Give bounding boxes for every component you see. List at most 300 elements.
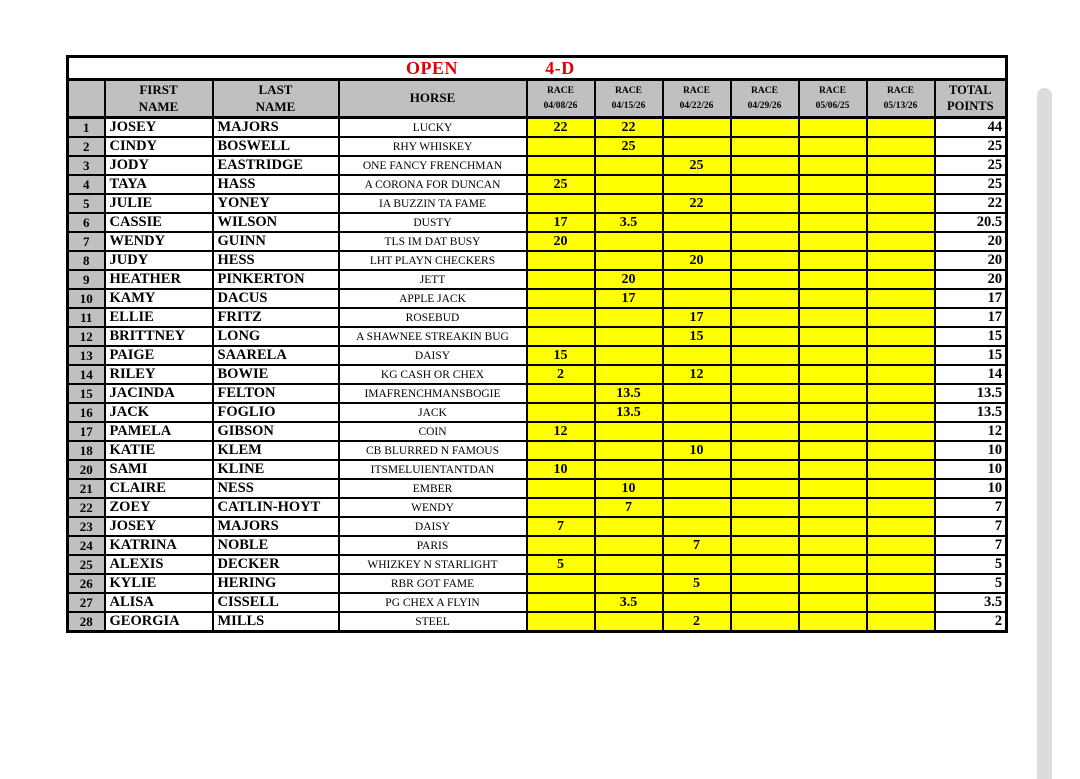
race-points-cell xyxy=(663,270,731,289)
race-points-cell xyxy=(731,232,799,251)
race-points-cell: 13.5 xyxy=(595,403,663,422)
horse-cell: PARIS xyxy=(339,536,527,555)
race-points-cell xyxy=(527,536,595,555)
table-row xyxy=(68,593,1007,612)
last-name-cell: YONEY xyxy=(213,194,339,213)
first-name-cell: JACINDA xyxy=(105,384,213,403)
race-points-cell xyxy=(799,441,867,460)
horse-cell: A CORONA FOR DUNCAN xyxy=(339,175,527,194)
race-points-cell xyxy=(731,175,799,194)
table-row xyxy=(68,403,1007,422)
race-points-cell xyxy=(731,403,799,422)
last-name-cell: HESS xyxy=(213,251,339,270)
race-points-cell: 10 xyxy=(663,441,731,460)
race-points-cell xyxy=(867,479,935,498)
race-points-cell: 13.5 xyxy=(595,384,663,403)
row-number-cell: 22 xyxy=(68,498,105,517)
table-row xyxy=(68,232,1007,251)
race-points-cell xyxy=(731,137,799,156)
race-points-cell: 12 xyxy=(663,365,731,384)
race-points-cell xyxy=(799,156,867,175)
race-points-cell xyxy=(663,289,731,308)
race-points-cell xyxy=(799,403,867,422)
row-number-cell: 3 xyxy=(68,156,105,175)
race-points-cell xyxy=(799,251,867,270)
row-number-cell: 23 xyxy=(68,517,105,536)
horse-cell: IA BUZZIN TA FAME xyxy=(339,194,527,213)
table-row xyxy=(68,175,1007,194)
race-points-cell xyxy=(663,593,731,612)
horse-cell: LHT PLAYN CHECKERS xyxy=(339,251,527,270)
race-points-cell xyxy=(595,422,663,441)
race-points-cell xyxy=(663,422,731,441)
race-points-cell xyxy=(799,498,867,517)
table-row xyxy=(68,156,1007,175)
table-row xyxy=(68,194,1007,213)
race-points-cell xyxy=(799,612,867,632)
row-number-cell: 4 xyxy=(68,175,105,194)
row-number-cell: 1 xyxy=(68,118,105,138)
race-points-cell: 17 xyxy=(663,308,731,327)
horse-cell: STEEL xyxy=(339,612,527,632)
race-points-cell xyxy=(799,517,867,536)
race-points-cell xyxy=(663,555,731,574)
first-name-cell: ZOEY xyxy=(105,498,213,517)
first-name-cell: CINDY xyxy=(105,137,213,156)
horse-cell: DAISY xyxy=(339,517,527,536)
race-points-cell xyxy=(867,118,935,138)
table-row xyxy=(68,536,1007,555)
total-points-cell: 12 xyxy=(935,422,1007,441)
first-name-cell: JOSEY xyxy=(105,118,213,138)
total-points-cell: 17 xyxy=(935,308,1007,327)
race-points-cell xyxy=(527,308,595,327)
total-points-cell: 15 xyxy=(935,346,1007,365)
race-points-cell xyxy=(799,232,867,251)
race-points-cell xyxy=(663,175,731,194)
table-row xyxy=(68,346,1007,365)
row-number-cell: 2 xyxy=(68,137,105,156)
race-points-cell xyxy=(799,460,867,479)
first-name-cell: JUDY xyxy=(105,251,213,270)
race-points-cell xyxy=(867,422,935,441)
row-number-cell: 28 xyxy=(68,612,105,632)
race-points-cell xyxy=(663,517,731,536)
header-race-3: RACE 04/22/26 xyxy=(663,80,731,118)
last-name-cell: KLEM xyxy=(213,441,339,460)
race-points-cell: 7 xyxy=(595,498,663,517)
horse-cell: IMAFRENCHMANSBOGIE xyxy=(339,384,527,403)
table-row xyxy=(68,479,1007,498)
race-points-cell: 25 xyxy=(595,137,663,156)
race-points-cell: 25 xyxy=(663,156,731,175)
horse-cell: A SHAWNEE STREAKIN BUG xyxy=(339,327,527,346)
total-points-cell: 20 xyxy=(935,270,1007,289)
horse-cell: TLS IM DAT BUSY xyxy=(339,232,527,251)
last-name-cell: FOGLIO xyxy=(213,403,339,422)
race-points-cell xyxy=(867,536,935,555)
total-points-cell: 20 xyxy=(935,232,1007,251)
table-row xyxy=(68,213,1007,232)
header-race-2: RACE 04/15/26 xyxy=(595,80,663,118)
row-number-cell: 12 xyxy=(68,327,105,346)
race-points-cell xyxy=(595,536,663,555)
race-points-cell xyxy=(731,213,799,232)
last-name-cell: FRITZ xyxy=(213,308,339,327)
race-points-cell xyxy=(867,137,935,156)
table-row xyxy=(68,270,1007,289)
race-points-cell xyxy=(731,384,799,403)
row-number-cell: 27 xyxy=(68,593,105,612)
horse-cell: DUSTY xyxy=(339,213,527,232)
horse-cell: KG CASH OR CHEX xyxy=(339,365,527,384)
header-total-points: TOTAL POINTS xyxy=(935,80,1007,118)
last-name-cell: KLINE xyxy=(213,460,339,479)
race-points-cell xyxy=(527,137,595,156)
race-points-cell xyxy=(867,612,935,632)
row-number-cell: 6 xyxy=(68,213,105,232)
last-name-cell: EASTRIDGE xyxy=(213,156,339,175)
points-table xyxy=(66,55,1008,633)
race-points-cell xyxy=(595,460,663,479)
race-points-cell xyxy=(731,327,799,346)
race-points-cell xyxy=(731,555,799,574)
race-points-cell: 20 xyxy=(595,270,663,289)
race-points-cell xyxy=(595,555,663,574)
last-name-cell: HASS xyxy=(213,175,339,194)
race-points-cell xyxy=(867,213,935,232)
race-points-cell xyxy=(595,612,663,632)
race-points-cell xyxy=(867,346,935,365)
race-points-cell xyxy=(527,498,595,517)
header-row-number xyxy=(68,80,105,118)
horse-cell: WENDY xyxy=(339,498,527,517)
race-points-cell xyxy=(731,270,799,289)
race-points-cell: 10 xyxy=(595,479,663,498)
race-points-cell xyxy=(595,441,663,460)
race-points-cell xyxy=(799,384,867,403)
race-points-cell xyxy=(867,327,935,346)
race-points-cell xyxy=(867,175,935,194)
race-points-cell xyxy=(731,422,799,441)
race-points-cell xyxy=(799,365,867,384)
title-cell xyxy=(68,57,1007,80)
race-points-cell xyxy=(799,194,867,213)
race-points-cell: 15 xyxy=(527,346,595,365)
race-points-cell xyxy=(731,536,799,555)
last-name-cell: PINKERTON xyxy=(213,270,339,289)
total-points-cell: 3.5 xyxy=(935,593,1007,612)
race-points-cell xyxy=(799,346,867,365)
horse-cell: ITSMELUIENTANTDAN xyxy=(339,460,527,479)
race-points-cell xyxy=(867,517,935,536)
race-points-cell xyxy=(663,498,731,517)
horse-cell: WHIZKEY N STARLIGHT xyxy=(339,555,527,574)
horse-cell: LUCKY xyxy=(339,118,527,138)
race-points-cell xyxy=(595,346,663,365)
race-points-cell: 12 xyxy=(527,422,595,441)
race-points-cell xyxy=(799,213,867,232)
race-points-cell xyxy=(595,232,663,251)
race-points-cell xyxy=(867,232,935,251)
last-name-cell: DACUS xyxy=(213,289,339,308)
race-points-cell xyxy=(867,403,935,422)
first-name-cell: RILEY xyxy=(105,365,213,384)
last-name-cell: GIBSON xyxy=(213,422,339,441)
race-points-cell xyxy=(799,555,867,574)
race-points-cell xyxy=(799,536,867,555)
last-name-cell: BOWIE xyxy=(213,365,339,384)
race-points-cell: 22 xyxy=(663,194,731,213)
race-points-cell: 17 xyxy=(595,289,663,308)
first-name-cell: JULIE xyxy=(105,194,213,213)
table-row xyxy=(68,289,1007,308)
race-points-cell xyxy=(663,213,731,232)
first-name-cell: JODY xyxy=(105,156,213,175)
race-points-cell: 10 xyxy=(527,460,595,479)
vertical-scrollbar-thumb[interactable] xyxy=(1037,88,1052,779)
race-points-cell xyxy=(731,441,799,460)
race-points-cell xyxy=(799,479,867,498)
race-points-cell xyxy=(731,365,799,384)
table-row xyxy=(68,555,1007,574)
first-name-cell: PAIGE xyxy=(105,346,213,365)
race-points-cell xyxy=(731,156,799,175)
race-points-cell: 3.5 xyxy=(595,213,663,232)
first-name-cell: CLAIRE xyxy=(105,479,213,498)
last-name-cell: MAJORS xyxy=(213,517,339,536)
first-name-cell: KAMY xyxy=(105,289,213,308)
race-points-cell xyxy=(663,118,731,138)
race-points-cell xyxy=(799,422,867,441)
row-number-cell: 11 xyxy=(68,308,105,327)
race-points-cell: 17 xyxy=(527,213,595,232)
first-name-cell: KATRINA xyxy=(105,536,213,555)
race-points-cell xyxy=(867,555,935,574)
row-number-cell: 26 xyxy=(68,574,105,593)
race-points-cell xyxy=(527,574,595,593)
last-name-cell: DECKER xyxy=(213,555,339,574)
race-points-cell xyxy=(867,574,935,593)
header-race-1: RACE 04/08/26 xyxy=(527,80,595,118)
race-points-cell xyxy=(867,593,935,612)
row-number-cell: 24 xyxy=(68,536,105,555)
row-number-cell: 8 xyxy=(68,251,105,270)
total-points-cell: 22 xyxy=(935,194,1007,213)
race-points-cell xyxy=(663,460,731,479)
table-row xyxy=(68,384,1007,403)
race-points-cell: 20 xyxy=(663,251,731,270)
total-points-cell: 13.5 xyxy=(935,384,1007,403)
total-points-cell: 7 xyxy=(935,498,1007,517)
first-name-cell: KYLIE xyxy=(105,574,213,593)
first-name-cell: CASSIE xyxy=(105,213,213,232)
horse-cell: RBR GOT FAME xyxy=(339,574,527,593)
race-points-cell: 15 xyxy=(663,327,731,346)
race-points-cell: 5 xyxy=(527,555,595,574)
total-points-cell: 13.5 xyxy=(935,403,1007,422)
first-name-cell: PAMELA xyxy=(105,422,213,441)
race-points-cell xyxy=(731,194,799,213)
last-name-cell: NESS xyxy=(213,479,339,498)
row-number-cell: 20 xyxy=(68,460,105,479)
row-number-cell: 14 xyxy=(68,365,105,384)
race-points-cell: 22 xyxy=(595,118,663,138)
race-points-cell xyxy=(731,346,799,365)
last-name-cell: BOSWELL xyxy=(213,137,339,156)
row-number-cell: 15 xyxy=(68,384,105,403)
first-name-cell: ALISA xyxy=(105,593,213,612)
race-points-cell xyxy=(527,251,595,270)
race-points-cell xyxy=(799,270,867,289)
row-number-cell: 25 xyxy=(68,555,105,574)
race-points-cell xyxy=(799,308,867,327)
total-points-cell: 5 xyxy=(935,555,1007,574)
last-name-cell: NOBLE xyxy=(213,536,339,555)
race-points-cell xyxy=(867,308,935,327)
total-points-cell: 17 xyxy=(935,289,1007,308)
race-points-cell: 7 xyxy=(527,517,595,536)
race-points-cell xyxy=(731,574,799,593)
total-points-cell: 25 xyxy=(935,175,1007,194)
row-number-cell: 21 xyxy=(68,479,105,498)
race-points-cell xyxy=(799,137,867,156)
total-points-cell: 14 xyxy=(935,365,1007,384)
race-points-cell xyxy=(731,289,799,308)
race-points-cell xyxy=(867,498,935,517)
horse-cell: CB BLURRED N FAMOUS xyxy=(339,441,527,460)
first-name-cell: BRITTNEY xyxy=(105,327,213,346)
horse-cell: JETT xyxy=(339,270,527,289)
race-points-cell xyxy=(527,479,595,498)
row-number-cell: 17 xyxy=(68,422,105,441)
table-row xyxy=(68,460,1007,479)
total-points-cell: 10 xyxy=(935,460,1007,479)
race-points-cell xyxy=(527,403,595,422)
race-points-cell xyxy=(799,574,867,593)
race-points-cell xyxy=(867,251,935,270)
race-points-cell xyxy=(663,403,731,422)
table-row xyxy=(68,422,1007,441)
race-points-cell xyxy=(867,270,935,289)
horse-cell: APPLE JACK xyxy=(339,289,527,308)
table-row xyxy=(68,251,1007,270)
total-points-cell: 2 xyxy=(935,612,1007,632)
table-row xyxy=(68,308,1007,327)
race-points-cell xyxy=(867,365,935,384)
total-points-cell: 10 xyxy=(935,441,1007,460)
race-points-cell: 5 xyxy=(663,574,731,593)
horse-cell: ONE FANCY FRENCHMAN xyxy=(339,156,527,175)
horse-cell: COIN xyxy=(339,422,527,441)
race-points-cell xyxy=(595,365,663,384)
race-points-cell xyxy=(867,289,935,308)
table-row xyxy=(68,118,1007,138)
race-points-cell: 2 xyxy=(527,365,595,384)
total-points-cell: 7 xyxy=(935,536,1007,555)
race-points-cell xyxy=(731,118,799,138)
race-points-cell: 25 xyxy=(527,175,595,194)
race-points-cell xyxy=(527,384,595,403)
table-row xyxy=(68,517,1007,536)
row-number-cell: 16 xyxy=(68,403,105,422)
race-points-cell xyxy=(595,175,663,194)
race-points-cell xyxy=(527,612,595,632)
race-points-cell xyxy=(595,327,663,346)
race-points-cell xyxy=(731,460,799,479)
race-points-cell xyxy=(867,194,935,213)
header-last-name: LAST NAME xyxy=(213,80,339,118)
table-row xyxy=(68,441,1007,460)
first-name-cell: ELLIE xyxy=(105,308,213,327)
title-row xyxy=(68,57,1007,80)
race-points-cell xyxy=(663,346,731,365)
first-name-cell: ALEXIS xyxy=(105,555,213,574)
row-number-cell: 7 xyxy=(68,232,105,251)
race-points-cell xyxy=(799,593,867,612)
first-name-cell: SAMI xyxy=(105,460,213,479)
race-points-cell xyxy=(663,479,731,498)
last-name-cell: MAJORS xyxy=(213,118,339,138)
race-points-cell xyxy=(527,270,595,289)
table-row xyxy=(68,365,1007,384)
first-name-cell: JACK xyxy=(105,403,213,422)
last-name-cell: SAARELA xyxy=(213,346,339,365)
total-points-cell: 20.5 xyxy=(935,213,1007,232)
race-points-cell: 20 xyxy=(527,232,595,251)
race-points-cell xyxy=(867,156,935,175)
race-points-cell xyxy=(663,232,731,251)
race-points-cell: 7 xyxy=(663,536,731,555)
first-name-cell: JOSEY xyxy=(105,517,213,536)
total-points-cell: 10 xyxy=(935,479,1007,498)
race-points-cell: 22 xyxy=(527,118,595,138)
horse-cell: DAISY xyxy=(339,346,527,365)
race-points-cell xyxy=(595,251,663,270)
race-points-cell xyxy=(663,384,731,403)
last-name-cell: GUINN xyxy=(213,232,339,251)
race-points-cell xyxy=(799,118,867,138)
race-points-cell xyxy=(731,593,799,612)
race-points-cell xyxy=(867,460,935,479)
horse-cell: EMBER xyxy=(339,479,527,498)
horse-cell: ROSEBUD xyxy=(339,308,527,327)
race-points-cell xyxy=(867,441,935,460)
race-points-cell: 3.5 xyxy=(595,593,663,612)
header-row xyxy=(68,80,1007,118)
race-points-cell xyxy=(527,327,595,346)
horse-cell: JACK xyxy=(339,403,527,422)
total-points-cell: 44 xyxy=(935,118,1007,138)
race-points-cell xyxy=(663,137,731,156)
row-number-cell: 18 xyxy=(68,441,105,460)
row-number-cell: 13 xyxy=(68,346,105,365)
first-name-cell: TAYA xyxy=(105,175,213,194)
race-points-cell xyxy=(527,441,595,460)
table-row xyxy=(68,574,1007,593)
header-race-5: RACE 05/06/25 xyxy=(799,80,867,118)
first-name-cell: WENDY xyxy=(105,232,213,251)
last-name-cell: LONG xyxy=(213,327,339,346)
race-points-cell xyxy=(527,593,595,612)
last-name-cell: HERING xyxy=(213,574,339,593)
table-row xyxy=(68,498,1007,517)
last-name-cell: WILSON xyxy=(213,213,339,232)
race-points-cell xyxy=(595,156,663,175)
race-points-cell xyxy=(867,384,935,403)
race-points-cell xyxy=(731,498,799,517)
race-points-cell xyxy=(527,156,595,175)
